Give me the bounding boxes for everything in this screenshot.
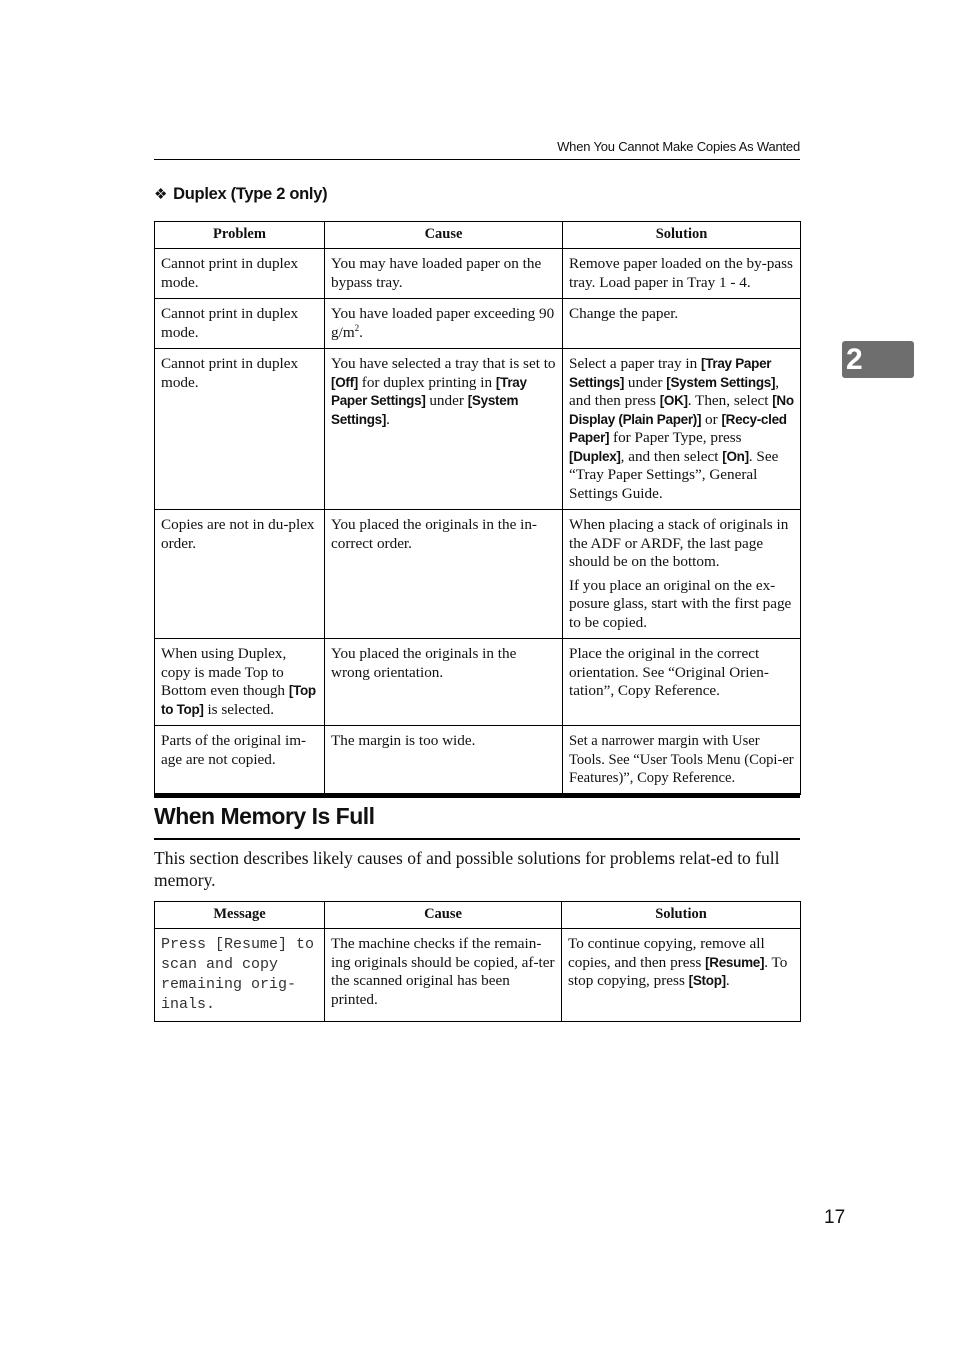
key-label: [Resume]	[705, 954, 765, 970]
cause-cell: You placed the originals in the wrong orientation.	[325, 639, 563, 726]
solution-paragraph: When placing a stack of originals in the ADF or ARDF, the last page should be on the bottom.	[569, 516, 789, 570]
solution-text: To continue copying, remove all copies, and then press	[568, 935, 765, 971]
solution-text: . See “Tray Paper Settings”, General Settings Guide.	[569, 447, 779, 502]
problem-cell: Copies are not in du-plex order.	[155, 510, 325, 639]
message-cell: Press [Resume] to scan and copy remaining orig-inals.	[155, 929, 325, 1022]
memory-table	[154, 901, 801, 1022]
key-label: [Duplex]	[569, 448, 621, 464]
solution-text: . To stop copying, press	[568, 953, 788, 989]
page-number: 17	[824, 1207, 846, 1228]
solution-text: . Then, select	[687, 392, 773, 409]
table-row	[155, 349, 801, 510]
solution-text: , and then press	[569, 373, 779, 409]
solution-text: , and then select	[620, 447, 723, 465]
problem-cell: Cannot print in duplex mode.	[155, 299, 325, 349]
problem-cell: Cannot print in duplex mode.	[155, 249, 325, 299]
table-header-row	[155, 902, 801, 929]
key-label: [Recy-cled Paper]	[569, 411, 787, 445]
table-row	[155, 726, 801, 795]
problem-text: is selected.	[203, 700, 275, 718]
column-header-solution: Solution	[562, 902, 801, 929]
intro-paragraph: This section describes likely causes of and possible solutions for problems relat-ed to full memory.	[154, 848, 780, 890]
key-label: [System Settings]	[331, 393, 519, 427]
key-label: [Tray Paper Settings]	[331, 374, 527, 408]
solution-text: or	[701, 410, 722, 428]
problem-cell	[155, 639, 325, 726]
cause-cell: The machine checks if the remain-ing originals should be copied, af-ter the scanned original has been printed.	[325, 929, 562, 1022]
cause-text: You have selected a tray that is set to	[331, 355, 556, 372]
key-label: [OK]	[659, 393, 688, 408]
cause-cell: You placed the originals in the in-correct order.	[325, 510, 563, 639]
subheading	[154, 185, 327, 204]
column-header-message: Message	[155, 902, 325, 929]
problem-text: When using Duplex, copy is made Top to Bottom even though	[161, 645, 289, 699]
table-row	[155, 299, 801, 349]
solution-text: .	[725, 972, 730, 989]
column-header-problem: Problem	[155, 222, 325, 249]
key-label: [No Display (Plain Paper)]	[569, 393, 794, 427]
cause-text-end: .	[359, 323, 363, 341]
key-label: [On]	[722, 448, 749, 464]
solution-cell: Remove paper loaded on the by-pass tray. Load paper in Tray 1 - 4.	[563, 249, 801, 299]
problem-cell: Parts of the original im-age are not copied.	[155, 726, 325, 795]
solution-cell: Place the original in the correct orientation. See “Original Orien-tation”, Copy Reference.	[563, 639, 801, 726]
cause-cell	[325, 349, 563, 510]
key-label: [Top to Top]	[161, 683, 316, 717]
section-rule-bottom	[154, 838, 800, 840]
solution-cell: Change the paper.	[563, 299, 801, 349]
section-title: When Memory Is Full	[154, 803, 375, 829]
cause-cell	[325, 299, 563, 349]
solution-text: under	[624, 373, 667, 391]
cause-cell: The margin is too wide.	[325, 726, 563, 795]
duplex-table	[154, 221, 801, 795]
running-header: When You Cannot Make Copies As Wanted	[154, 138, 800, 160]
cause-cell: You may have loaded paper on the bypass tray.	[325, 249, 563, 299]
solution-cell	[563, 349, 801, 510]
subheading-text: Duplex (Type 2 only)	[173, 185, 328, 203]
cause-text: .	[386, 410, 390, 428]
chapter-tab: 2	[842, 341, 914, 378]
solution-paragraph: If you place an original on the ex-posure glass, start with the first page to be copied.	[569, 576, 792, 631]
solution-text: Select a paper tray in	[569, 355, 701, 372]
column-header-cause: Cause	[325, 222, 563, 249]
solution-text: for Paper Type, press	[609, 429, 742, 446]
table-row	[155, 510, 801, 639]
table-header-row	[155, 222, 801, 249]
table-row	[155, 639, 801, 726]
diamond-bullet-icon: ❖	[154, 186, 168, 203]
cause-text: You have loaded paper exceeding 90 g/m	[331, 305, 555, 341]
section-rule-top	[154, 793, 800, 798]
solution-cell: Set a narrower margin with User Tools. See “User Tools Menu (Copi-er Features)”, Copy Reference.	[563, 726, 801, 795]
superscript: 2	[354, 322, 360, 333]
key-label: [Off]	[331, 374, 358, 390]
key-label: [Stop]	[688, 973, 726, 988]
column-header-cause: Cause	[325, 902, 562, 929]
problem-cell: Cannot print in duplex mode.	[155, 349, 325, 510]
cause-text: under	[425, 392, 468, 409]
solution-cell	[562, 929, 801, 1022]
cause-text: for duplex printing in	[357, 373, 496, 391]
key-label: [System Settings]	[666, 374, 776, 390]
table-row	[155, 929, 801, 1022]
table-row	[155, 249, 801, 299]
column-header-solution: Solution	[563, 222, 801, 249]
solution-cell	[563, 510, 801, 639]
key-label: [Tray Paper Settings]	[569, 356, 772, 390]
